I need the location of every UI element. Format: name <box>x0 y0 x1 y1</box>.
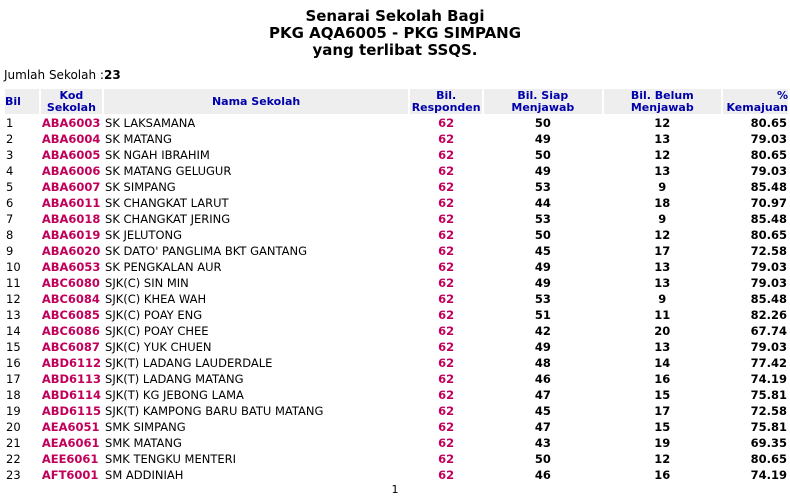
cell-belum-menjawab: 15 <box>654 388 671 402</box>
cell-responden: 62 <box>438 244 455 258</box>
cell-kemajuan: 74.19 <box>750 372 787 386</box>
cell-nama-sekolah: SK SIMPANG <box>105 180 176 194</box>
header-siap-line1: Bil. Siap <box>517 88 569 102</box>
cell-responden: 62 <box>438 212 455 226</box>
cell-siap-menjawab: 49 <box>534 276 551 290</box>
header-kod-sekolah <box>41 89 102 114</box>
cell-kemajuan: 79.03 <box>750 132 787 146</box>
cell-bil: 16 <box>6 356 21 370</box>
cell-kod-sekolah: ABA6005 <box>41 148 101 162</box>
school-count-label: Jumlah Sekolah : <box>4 68 104 82</box>
cell-nama-sekolah: SM ADDINIAH <box>105 468 184 482</box>
cell-kemajuan: 79.03 <box>750 164 787 178</box>
cell-kod-sekolah: ABD6115 <box>41 404 102 418</box>
cell-responden: 62 <box>438 132 455 146</box>
cell-kemajuan: 79.03 <box>750 276 787 290</box>
cell-bil: 15 <box>6 340 21 354</box>
cell-siap-menjawab: 42 <box>534 324 551 338</box>
cell-nama-sekolah: SK CHANGKAT LARUT <box>105 196 229 210</box>
table-row <box>5 132 788 146</box>
report-title <box>0 8 790 59</box>
cell-kod-sekolah: ABA6006 <box>41 164 101 178</box>
header-responden-line2: Responden <box>411 100 481 114</box>
cell-kod-sekolah: ABC6085 <box>41 308 100 322</box>
cell-belum-menjawab: 13 <box>654 260 671 274</box>
table-row <box>5 244 788 258</box>
table-row <box>5 260 788 274</box>
table-row <box>5 436 788 450</box>
cell-bil: 17 <box>6 372 21 386</box>
cell-siap-menjawab: 49 <box>534 132 551 146</box>
cell-kod-sekolah: ABD6112 <box>41 356 102 370</box>
cell-nama-sekolah: SJK(C) POAY CHEE <box>105 324 209 338</box>
header-belum-line1: Bil. Belum <box>630 88 694 102</box>
cell-belum-menjawab: 13 <box>654 276 671 290</box>
table-row <box>5 180 788 194</box>
cell-belum-menjawab: 17 <box>654 404 671 418</box>
table-row <box>5 212 788 226</box>
header-siap-line2: Menjawab <box>511 100 575 114</box>
cell-bil: 3 <box>6 148 14 162</box>
cell-kod-sekolah: ABC6086 <box>41 324 100 338</box>
cell-nama-sekolah: SJK(T) LADANG LAUDERDALE <box>105 356 273 370</box>
cell-responden: 62 <box>438 356 455 370</box>
cell-bil: 21 <box>6 436 21 450</box>
cell-belum-menjawab: 14 <box>654 356 671 370</box>
cell-bil: 10 <box>6 260 21 274</box>
cell-belum-menjawab: 18 <box>654 196 671 210</box>
cell-kod-sekolah: AFT6001 <box>41 468 99 482</box>
table-row <box>5 356 788 370</box>
cell-responden: 62 <box>438 276 455 290</box>
cell-kod-sekolah: ABA6004 <box>41 132 101 146</box>
header-kemajuan-line2: Kemajuan <box>726 100 788 114</box>
header-responden <box>410 89 482 114</box>
table-row <box>5 276 788 290</box>
cell-siap-menjawab: 50 <box>534 228 551 242</box>
cell-kemajuan: 67.74 <box>750 324 787 338</box>
cell-belum-menjawab: 9 <box>658 212 667 226</box>
cell-belum-menjawab: 13 <box>654 340 671 354</box>
cell-siap-menjawab: 46 <box>534 468 551 482</box>
cell-responden: 62 <box>438 260 455 274</box>
cell-siap-menjawab: 43 <box>534 436 551 450</box>
cell-belum-menjawab: 16 <box>654 372 671 386</box>
table-row <box>5 388 788 402</box>
cell-nama-sekolah: SK CHANGKAT JERING <box>105 212 231 226</box>
cell-nama-sekolah: SMK MATANG <box>105 436 182 450</box>
table-row <box>5 340 788 354</box>
cell-belum-menjawab: 13 <box>654 132 671 146</box>
cell-belum-menjawab: 12 <box>654 228 671 242</box>
table-row <box>5 372 788 386</box>
cell-kemajuan: 72.58 <box>750 244 787 258</box>
cell-kemajuan: 85.48 <box>750 212 787 226</box>
cell-belum-menjawab: 12 <box>654 148 671 162</box>
header-belum-line2: Menjawab <box>630 100 694 114</box>
table-row <box>5 196 788 210</box>
school-count <box>4 68 121 83</box>
cell-kemajuan: 79.03 <box>750 340 787 354</box>
cell-bil: 18 <box>6 388 21 402</box>
school-count-value: 23 <box>103 68 121 82</box>
cell-kemajuan: 80.65 <box>750 452 787 466</box>
cell-belum-menjawab: 9 <box>658 180 667 194</box>
table-row <box>5 164 788 178</box>
cell-siap-menjawab: 53 <box>534 292 551 306</box>
table-row <box>5 404 788 418</box>
cell-nama-sekolah: SJK(T) LADANG MATANG <box>105 372 244 386</box>
cell-kod-sekolah: ABC6084 <box>41 292 100 306</box>
cell-kemajuan: 75.81 <box>750 388 787 402</box>
school-table <box>3 87 790 484</box>
cell-bil: 2 <box>6 132 14 146</box>
cell-kemajuan: 80.65 <box>750 228 787 242</box>
title-line-2: PKG AQA6005 - PKG SIMPANG <box>268 24 522 42</box>
cell-siap-menjawab: 53 <box>534 212 551 226</box>
cell-kod-sekolah: ABA6019 <box>41 228 101 242</box>
cell-kod-sekolah: ABA6011 <box>41 196 101 210</box>
cell-responden: 62 <box>438 164 455 178</box>
cell-responden: 62 <box>438 420 455 434</box>
cell-responden: 62 <box>438 340 455 354</box>
title-line-3: yang terlibat SSQS. <box>312 41 478 59</box>
cell-nama-sekolah: SK DATO' PANGLIMA BKT GANTANG <box>105 244 307 258</box>
cell-kemajuan: 72.58 <box>750 404 787 418</box>
cell-responden: 62 <box>438 308 455 322</box>
table-header-row <box>5 89 788 114</box>
cell-kod-sekolah: ABD6114 <box>41 388 102 402</box>
cell-siap-menjawab: 47 <box>534 420 551 434</box>
cell-kod-sekolah: ABA6007 <box>41 180 101 194</box>
cell-kod-sekolah: ABD6113 <box>41 372 102 386</box>
cell-responden: 62 <box>438 404 455 418</box>
header-kemajuan <box>723 89 788 114</box>
header-kod-line1: Kod <box>59 88 84 102</box>
cell-kemajuan: 69.35 <box>750 436 787 450</box>
cell-belum-menjawab: 17 <box>654 244 671 258</box>
cell-responden: 62 <box>438 436 455 450</box>
cell-bil: 8 <box>6 228 14 242</box>
cell-bil: 5 <box>6 180 14 194</box>
cell-bil: 19 <box>6 404 21 418</box>
cell-nama-sekolah: SK JELUTONG <box>105 228 183 242</box>
cell-nama-sekolah: SJK(C) POAY ENG <box>105 308 203 322</box>
cell-belum-menjawab: 19 <box>654 436 671 450</box>
table-row <box>5 228 788 242</box>
cell-kod-sekolah: AEA6061 <box>41 436 100 450</box>
cell-kemajuan: 82.26 <box>750 308 787 322</box>
cell-nama-sekolah: SJK(C) SIN MIN <box>105 276 189 290</box>
cell-bil: 7 <box>6 212 14 226</box>
table-row <box>5 324 788 338</box>
cell-bil: 22 <box>6 452 21 466</box>
cell-nama-sekolah: SK PENGKALAN AUR <box>105 260 222 274</box>
header-siap-menjawab <box>484 89 601 114</box>
cell-responden: 62 <box>438 228 455 242</box>
cell-responden: 62 <box>438 116 455 130</box>
cell-kemajuan: 70.97 <box>750 196 787 210</box>
cell-bil: 4 <box>6 164 14 178</box>
cell-nama-sekolah: SJK(C) KHEA WAH <box>105 292 207 306</box>
cell-kemajuan: 80.65 <box>750 116 787 130</box>
cell-responden: 62 <box>438 180 455 194</box>
table-row <box>5 148 788 162</box>
cell-kemajuan: 77.42 <box>750 356 787 370</box>
cell-nama-sekolah: SK MATANG <box>105 132 172 146</box>
cell-kemajuan: 85.48 <box>750 180 787 194</box>
header-bil: Bil <box>5 89 39 114</box>
cell-siap-menjawab: 45 <box>534 404 551 418</box>
cell-nama-sekolah: SK LAKSAMANA <box>105 116 196 130</box>
cell-bil: 23 <box>6 468 21 482</box>
table-row <box>5 420 788 434</box>
header-nama-sekolah: Nama Sekolah <box>104 89 408 114</box>
cell-nama-sekolah: SK NGAH IBRAHIM <box>105 148 210 162</box>
cell-nama-sekolah: SJK(C) YUK CHUEN <box>105 340 212 354</box>
cell-kod-sekolah: ABA6003 <box>41 116 101 130</box>
cell-siap-menjawab: 49 <box>534 340 551 354</box>
cell-belum-menjawab: 16 <box>654 468 671 482</box>
cell-siap-menjawab: 48 <box>534 356 551 370</box>
cell-responden: 62 <box>438 324 455 338</box>
cell-responden: 62 <box>438 196 455 210</box>
cell-belum-menjawab: 13 <box>654 164 671 178</box>
cell-siap-menjawab: 44 <box>534 196 551 210</box>
cell-siap-menjawab: 50 <box>534 116 551 130</box>
cell-kemajuan: 80.65 <box>750 148 787 162</box>
cell-responden: 62 <box>438 148 455 162</box>
cell-bil: 20 <box>6 420 21 434</box>
cell-siap-menjawab: 50 <box>534 148 551 162</box>
cell-responden: 62 <box>438 468 455 482</box>
cell-bil: 1 <box>6 116 14 130</box>
cell-kemajuan: 79.03 <box>750 260 787 274</box>
cell-siap-menjawab: 45 <box>534 244 551 258</box>
cell-siap-menjawab: 53 <box>534 180 551 194</box>
cell-kod-sekolah: AEE6061 <box>41 452 99 466</box>
header-belum-menjawab <box>604 89 721 114</box>
cell-bil: 13 <box>6 308 21 322</box>
cell-belum-menjawab: 15 <box>654 420 671 434</box>
cell-nama-sekolah: SMK SIMPANG <box>105 420 186 434</box>
cell-kemajuan: 75.81 <box>750 420 787 434</box>
header-responden-line1: Bil. <box>436 88 457 102</box>
table-row <box>5 292 788 306</box>
cell-responden: 62 <box>438 372 455 386</box>
cell-kod-sekolah: ABC6087 <box>41 340 100 354</box>
cell-belum-menjawab: 12 <box>654 452 671 466</box>
cell-responden: 62 <box>438 292 455 306</box>
table-row <box>5 468 788 482</box>
header-kemajuan-line1: % <box>776 88 788 102</box>
cell-siap-menjawab: 46 <box>534 372 551 386</box>
cell-kod-sekolah: ABC6080 <box>41 276 100 290</box>
cell-bil: 9 <box>6 244 14 258</box>
page-number: 1 <box>391 483 399 496</box>
header-kod-line2: Sekolah <box>46 100 96 114</box>
cell-kod-sekolah: AEA6051 <box>41 420 100 434</box>
cell-kod-sekolah: ABA6020 <box>41 244 101 258</box>
cell-kemajuan: 85.48 <box>750 292 787 306</box>
table-row <box>5 452 788 466</box>
cell-nama-sekolah: SJK(T) KAMPONG BARU BATU MATANG <box>105 404 324 418</box>
cell-nama-sekolah: SMK TENGKU MENTERI <box>105 452 237 466</box>
cell-siap-menjawab: 47 <box>534 388 551 402</box>
cell-nama-sekolah: SJK(T) KG JEBONG LAMA <box>105 388 244 402</box>
table-row <box>5 308 788 322</box>
cell-bil: 11 <box>6 276 21 290</box>
cell-bil: 14 <box>6 324 21 338</box>
cell-kod-sekolah: ABA6018 <box>41 212 101 226</box>
cell-bil: 12 <box>6 292 21 306</box>
cell-responden: 62 <box>438 388 455 402</box>
cell-responden: 62 <box>438 452 455 466</box>
title-line-1: Senarai Sekolah Bagi <box>305 7 485 25</box>
cell-belum-menjawab: 20 <box>654 324 671 338</box>
cell-kod-sekolah: ABA6053 <box>41 260 101 274</box>
cell-nama-sekolah: SK MATANG GELUGUR <box>105 164 232 178</box>
cell-siap-menjawab: 51 <box>534 308 551 322</box>
cell-siap-menjawab: 49 <box>534 164 551 178</box>
cell-belum-menjawab: 9 <box>658 292 667 306</box>
cell-siap-menjawab: 50 <box>534 452 551 466</box>
cell-belum-menjawab: 11 <box>654 308 671 322</box>
cell-belum-menjawab: 12 <box>654 116 671 130</box>
cell-kemajuan: 74.19 <box>750 468 787 482</box>
cell-siap-menjawab: 49 <box>534 260 551 274</box>
cell-bil: 6 <box>6 196 14 210</box>
table-row <box>5 116 788 130</box>
